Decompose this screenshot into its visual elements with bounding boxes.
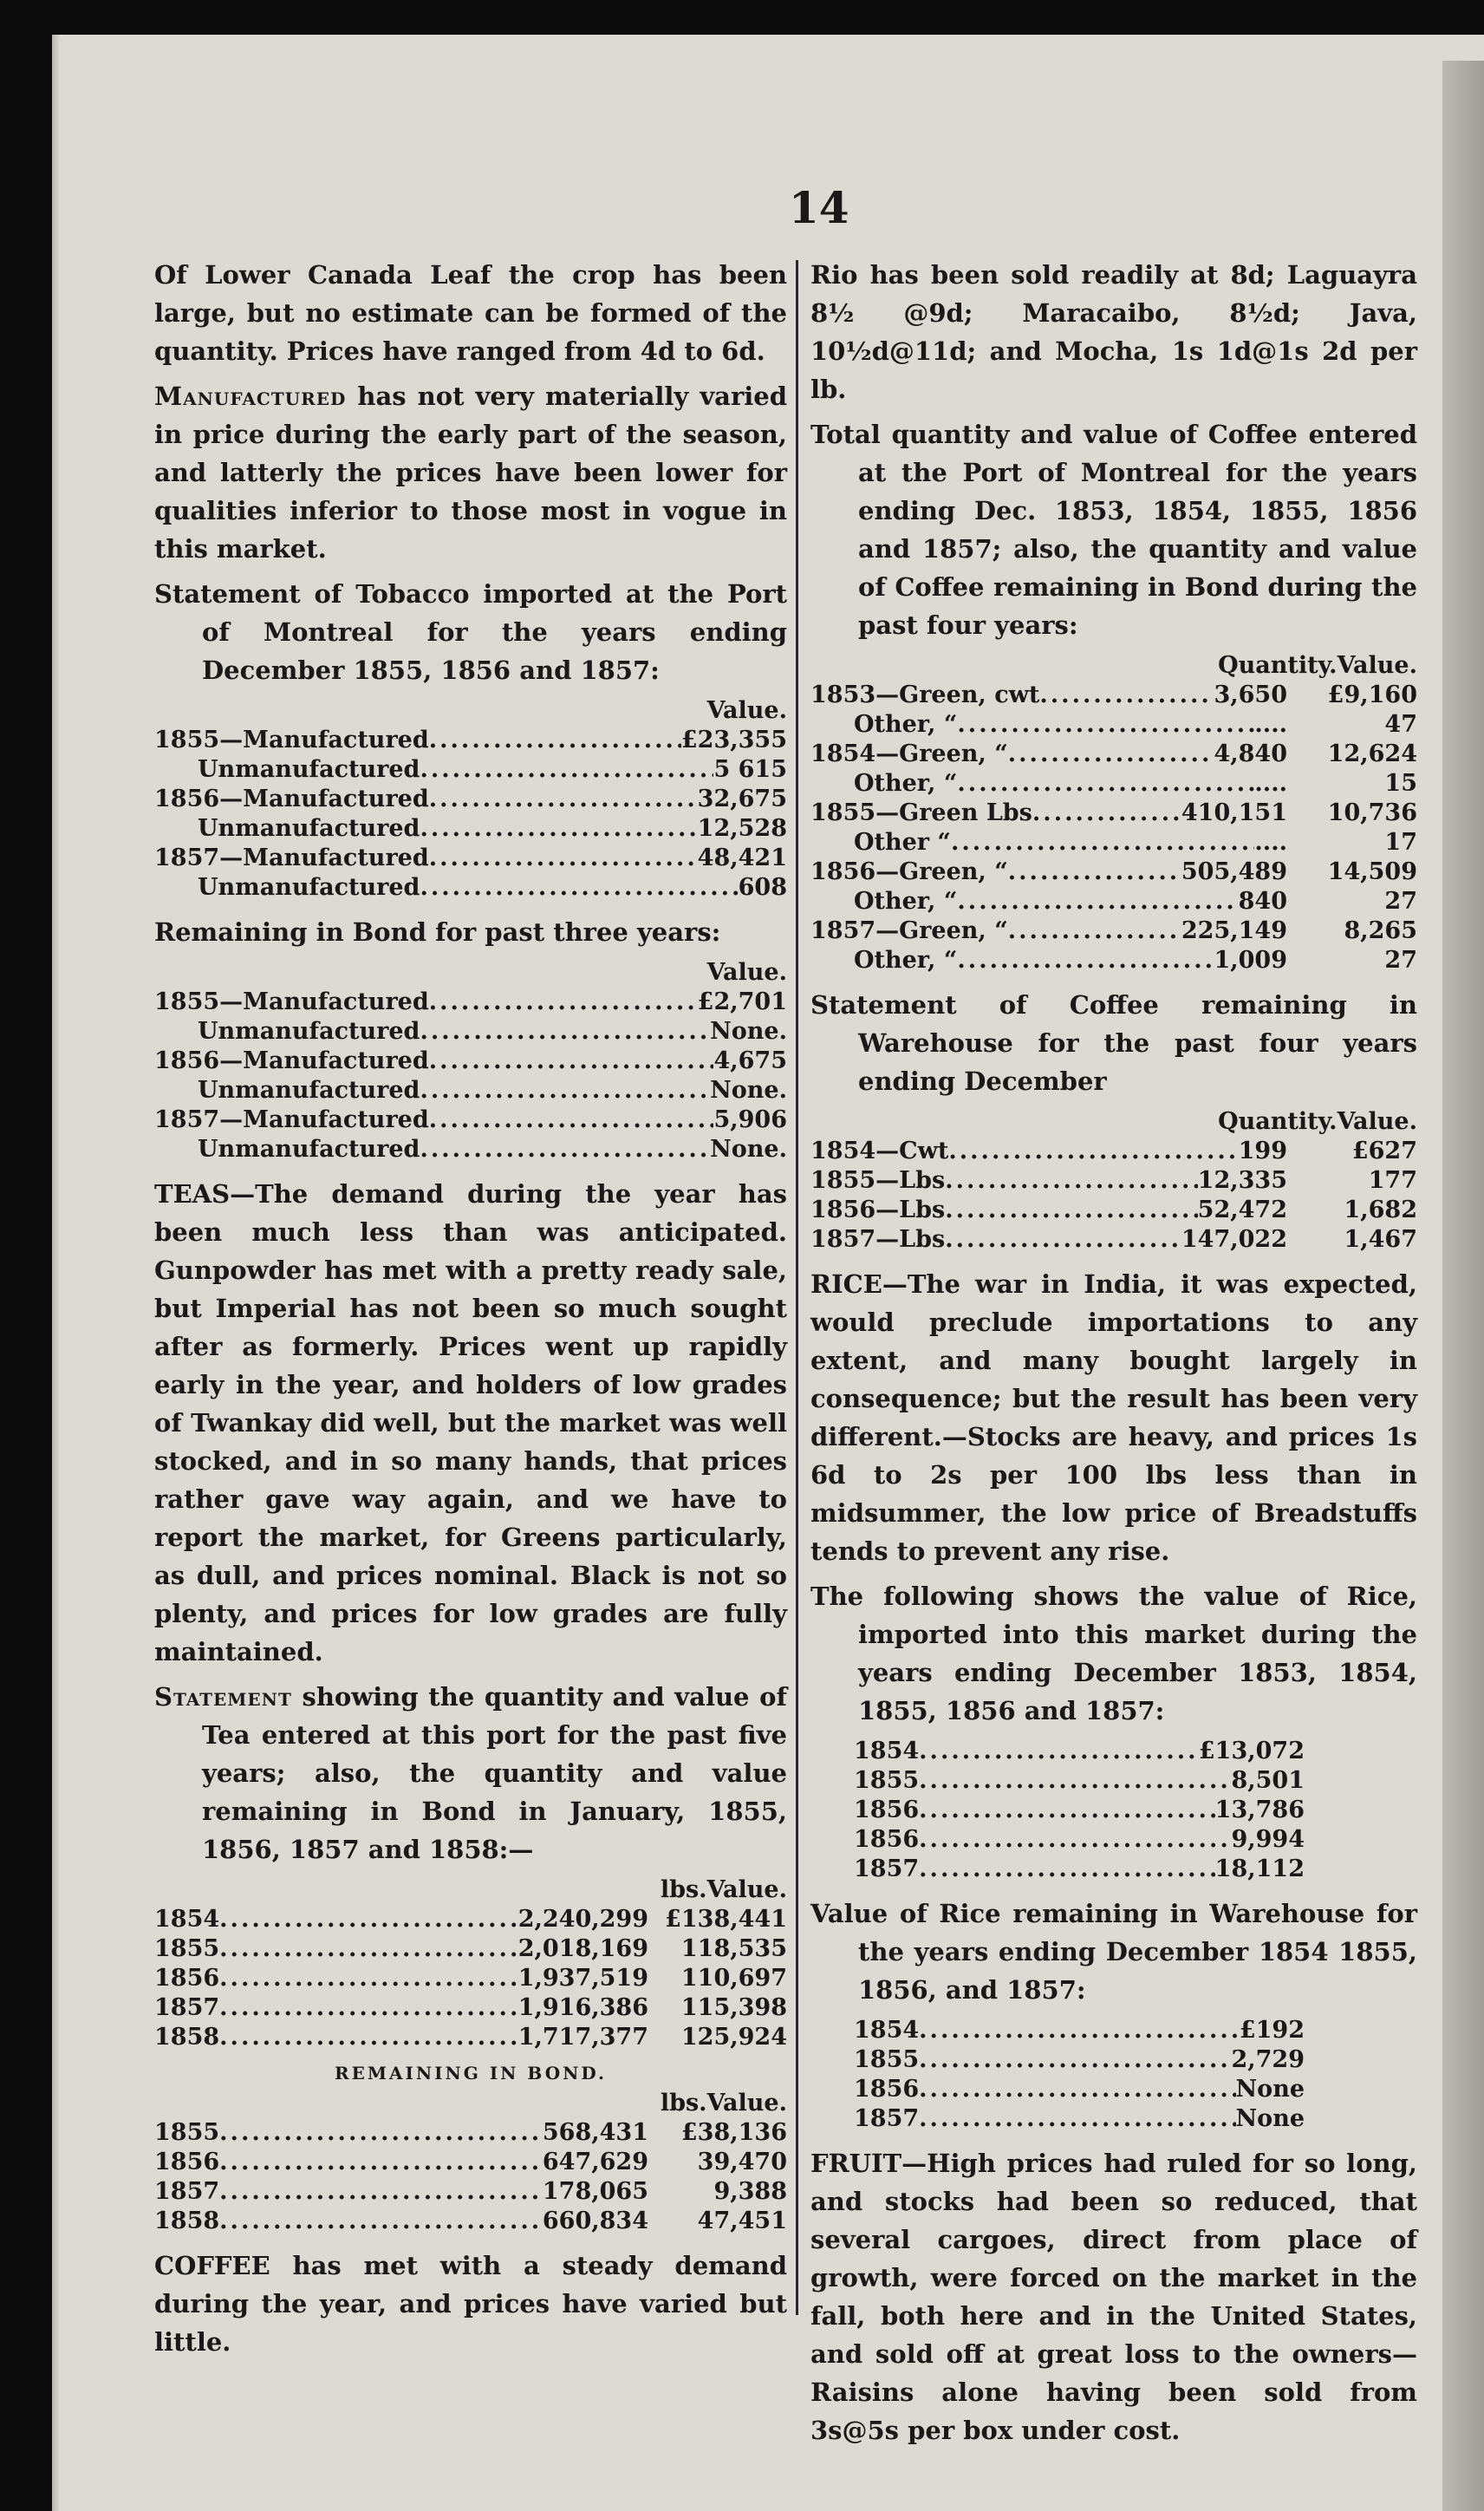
rice-warehouse-table	[810, 2016, 1417, 2134]
table-row: 1857—Manufactured ..... 48,421	[154, 844, 787, 873]
table-row: 1855—Green Lbs ..... 410,151 10,736	[810, 799, 1417, 828]
paragraph: Total quantity and value of Coffee entered at the Port of Montreal for the years ending Dec. 1853, 1854, 1855, 1856 and 1857; also, the quantity and value of Coffee remaining in Bond during the past four years:	[810, 420, 1417, 640]
table-header: Value.	[706, 959, 787, 986]
table-row: Other, “ ..... .... 47	[810, 710, 1417, 740]
table-row: Other, “ ..... .... 15	[810, 769, 1417, 799]
table-row: Unmanufactured ..... 608	[154, 873, 787, 903]
table-row: 1854 ..... £192	[854, 2016, 1417, 2045]
table-row: 1855 ..... 2,729	[854, 2045, 1417, 2075]
table-row: 1856—Manufactured ..... 4,675	[154, 1047, 787, 1076]
table-row: 1857—Green, “ ..... 225,149 8,265	[810, 916, 1417, 946]
paragraph: Statement of Coffee remaining in Warehouse for the past four years ending December	[810, 990, 1417, 1096]
table-row: 1856 ..... 9,994	[854, 1825, 1417, 1855]
table-row: Other, “ ..... 840 27	[810, 887, 1417, 916]
table-row: 1854—Green, “ ..... 4,840 12,624	[810, 740, 1417, 769]
paragraph: Manufactured has not very materially varied in price during the early part of the season, and latterly the prices have been lower for qualities inferior to those most in vogue in this market.	[154, 382, 787, 564]
paragraph: Rio has been sold readily at 8d; Laguayra 8½ @9d; Maracaibo, 8½d; Java, 10½d@11d; and Mocha, 1s 1d@1s 2d per lb.	[810, 260, 1417, 404]
table-row: 1856 ..... 13,786	[854, 1796, 1417, 1825]
table-row: 1857—Manufactured ..... 5,906	[154, 1105, 787, 1135]
paragraph: Value of Rice remaining in Warehouse for the years ending December 1854 1855, 1856, and 1857:	[810, 1899, 1417, 2005]
table-row: 1856—Green, “ ..... 505,489 14,509	[810, 858, 1417, 887]
paragraph: The following shows the value of Rice, imported into this market during the years ending December 1853, 1854, 1855, 1856 and 1857:	[810, 1582, 1417, 1725]
right-column	[810, 256, 1417, 2456]
table-row: Other, “ ..... 1,009 27	[810, 946, 1417, 975]
column-divider	[796, 260, 798, 2315]
table-row: 1853—Green, cwt ..... 3,650 £9,160	[810, 681, 1417, 710]
table-header: Value.	[706, 697, 787, 724]
table-row: 1855—Manufactured ..... £23,355	[154, 726, 787, 755]
table-header: Quantity. Value.	[1218, 1108, 1417, 1135]
coffee-warehouse-table	[810, 1107, 1417, 1255]
table-header: Quantity. Value.	[1218, 652, 1417, 679]
paragraph: COFFEE has met with a steady demand during the year, and prices have varied but little.	[154, 2251, 787, 2357]
tea-table	[154, 1875, 787, 2052]
table-row: 1857 ..... 18,112	[854, 1855, 1417, 1884]
table-row: 1855 ..... 568,431 £38,136	[154, 2118, 787, 2148]
table-row: Other “ ..... .... 17	[810, 828, 1417, 858]
paragraph: FRUIT—High prices had ruled for so long, and stocks had been so reduced, that several cargoes, direct from place of growth, were forced on the market in the fall, both here and in the United States, and sold off at great loss to the owners—Raisins alone having been sold from 3s@5s per box under cost.	[810, 2149, 1417, 2445]
table-row: 1858 ..... 660,834 47,451	[154, 2207, 787, 2236]
table-row: 1857 ..... 178,065 9,388	[154, 2177, 787, 2207]
coffee-table	[810, 651, 1417, 975]
run-in-heading: Manufactured	[154, 382, 347, 411]
table-row: Unmanufactured ..... 12,528	[154, 814, 787, 844]
table-row: Unmanufactured ..... None.	[154, 1017, 787, 1047]
table-row: 1855—Manufactured ..... £2,701	[154, 988, 787, 1017]
section-heading: REMAINING IN BOND.	[334, 2063, 607, 2084]
table-header: lbs. Value.	[660, 1876, 787, 1903]
facing-page-edge	[1442, 61, 1484, 2511]
run-in-heading: Statement	[154, 1682, 292, 1712]
tobacco-table	[154, 696, 787, 903]
table-row: 1854 ..... £13,072	[854, 1737, 1417, 1766]
tea-bond-table	[154, 2089, 787, 2236]
bond-table	[154, 958, 787, 1164]
table-row: 1856 ..... 1,937,519 110,697	[154, 1964, 787, 1993]
table-row: Unmanufactured ..... None.	[154, 1135, 787, 1164]
table-row: 1855 ..... 8,501	[854, 1766, 1417, 1796]
table-row: 1856—Lbs ..... 52,472 1,682	[810, 1196, 1417, 1225]
table-row: Unmanufactured ..... 5 615	[154, 755, 787, 785]
table-row: 1857 ..... 1,916,386 115,398	[154, 1993, 787, 2023]
rice-table	[810, 1737, 1417, 1884]
paragraph: Statement of Tobacco imported at the Port of Montreal for the years ending December 1855, 1856 and 1857:	[154, 579, 787, 685]
page-number: 14	[789, 182, 849, 233]
left-column	[154, 256, 787, 2368]
table-row: 1854—Cwt ..... 199 £627	[810, 1137, 1417, 1166]
table-header: lbs. Value.	[660, 2090, 787, 2116]
paragraph: Statement showing the quantity and value of Tea entered at this port for the past five years; also, the quantity and value remaining in Bond in January, 1855, 1856, 1857 and 1858:—	[154, 1682, 787, 1864]
paragraph: Of Lower Canada Leaf the crop has been large, but no estimate can be formed of the quantity. Prices have ranged from 4d to 6d.	[154, 260, 787, 366]
table-row: 1857—Lbs ..... 147,022 1,467	[810, 1225, 1417, 1255]
table-row: 1856 ..... None	[854, 2075, 1417, 2104]
paragraph: Remaining in Bond for past three years:	[154, 917, 721, 947]
paragraph: TEAS—The demand during the year has been much less than was anticipated. Gunpowder has met with a pretty ready sale, but Imperial has not been so much sought after as formerly. Prices went up rapidly early in the year, and holders of low grades of Twankay did well, but the market was well stocked, and in so many hands, that prices rather gave way again, and we have to report the market, for Greens particularly, as dull, and prices nominal. Black is not so plenty, and prices for low grades are fully maintained.	[154, 1179, 787, 1666]
table-row: Unmanufactured ..... None.	[154, 1076, 787, 1105]
table-row: 1854 ..... 2,240,299 £138,441	[154, 1905, 787, 1934]
table-row: 1855 ..... 2,018,169 118,535	[154, 1934, 787, 1964]
table-row: 1858 ..... 1,717,377 125,924	[154, 2023, 787, 2052]
paragraph: RICE—The war in India, it was expected, would preclude importations to any extent, and many bought largely in consequence; but the result has been very different.—Stocks are heavy, and prices 1s 6d to 2s per 100 lbs less than in midsummer, the low price of Breadstuffs tends to prevent any rise.	[810, 1269, 1417, 1566]
table-row: 1856 ..... 647,629 39,470	[154, 2148, 787, 2177]
table-row: 1856—Manufactured ..... 32,675	[154, 785, 787, 814]
table-row: 1857 ..... None	[854, 2104, 1417, 2134]
table-row: 1855—Lbs ..... 12,335 177	[810, 1166, 1417, 1196]
